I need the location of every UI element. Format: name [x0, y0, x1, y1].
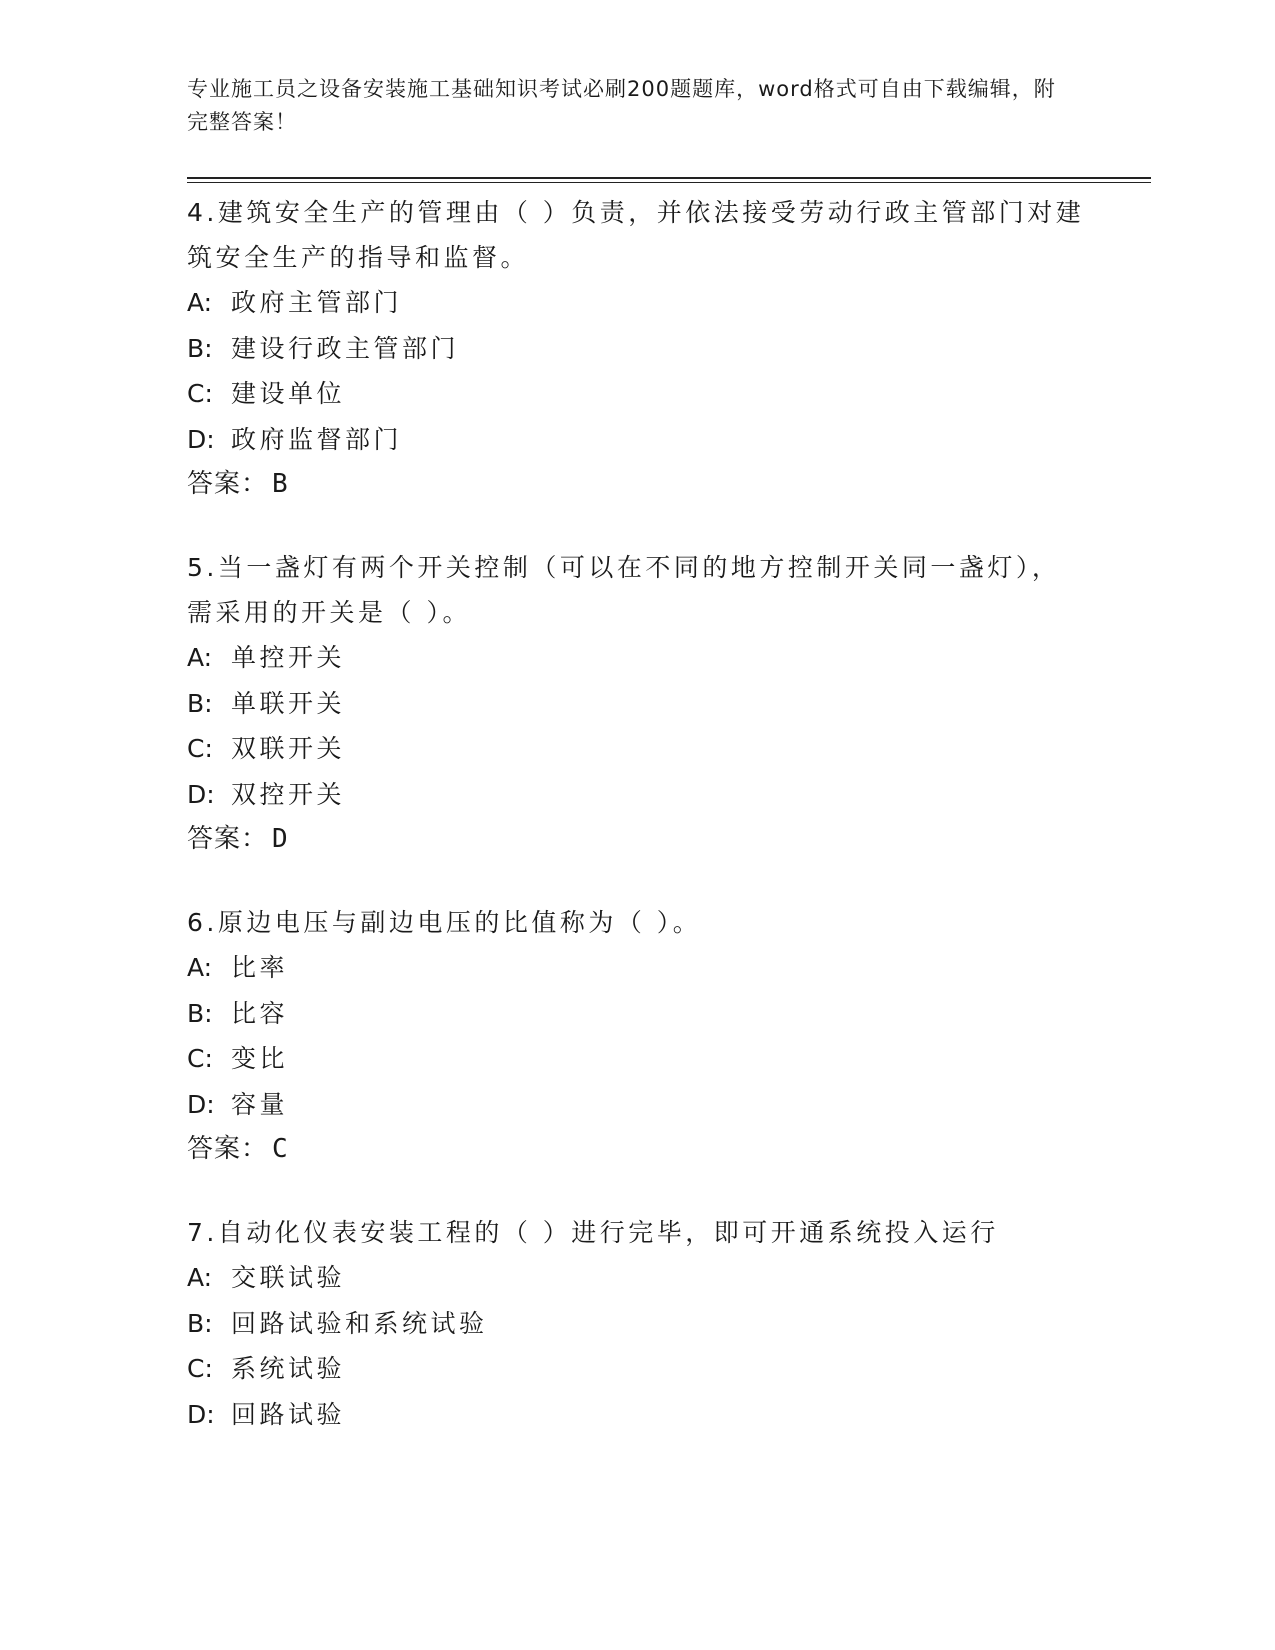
option-letter: A:	[187, 288, 213, 317]
answer-value: D	[272, 824, 289, 854]
option-text: 政府主管部门	[231, 288, 403, 317]
option-letter: A:	[187, 953, 213, 982]
answer-label: 答案：	[187, 1134, 269, 1164]
option-text: 比容	[231, 998, 289, 1028]
option-letter: B:	[187, 1308, 213, 1338]
option-letter: A:	[187, 1263, 213, 1292]
answer-line	[187, 817, 1087, 862]
option-text: 单控开关	[231, 643, 346, 672]
option-letter: C:	[187, 1044, 213, 1073]
option-a	[187, 635, 1087, 681]
option-text: 单联开关	[231, 688, 346, 718]
answer-value: C	[272, 1134, 289, 1164]
option-b	[187, 991, 1087, 1037]
header-divider-thin	[187, 182, 1151, 183]
option-text: 容量	[231, 1089, 289, 1119]
option-b	[187, 326, 1087, 372]
option-letter: D:	[187, 1089, 215, 1119]
option-text: 变比	[231, 1044, 289, 1073]
option-text: 交联试验	[231, 1263, 346, 1292]
option-letter: B:	[187, 688, 213, 718]
option-c	[187, 1346, 1087, 1392]
option-b	[187, 681, 1087, 727]
option-c	[187, 371, 1087, 417]
header-divider-thick	[187, 177, 1151, 179]
question-item	[187, 190, 1087, 507]
option-letter: C:	[187, 379, 213, 408]
option-a	[187, 280, 1087, 326]
option-letter: A:	[187, 643, 213, 672]
option-letter: D:	[187, 779, 215, 809]
option-text: 建设单位	[231, 379, 346, 408]
option-d	[187, 1082, 1087, 1128]
document-header: 专业施工员之设备安装施工基础知识考试必刷200题题库，word格式可自由下载编辑，附完整答案！	[187, 77, 1056, 134]
option-c	[187, 1036, 1087, 1082]
option-text: 双联开关	[231, 734, 346, 763]
answer-line	[187, 1127, 1087, 1172]
question-text: 4.建筑安全生产的管理由（ ）负责，并依法接受劳动行政主管部门对建筑安全生产的指导和监督。	[187, 198, 1085, 272]
option-b	[187, 1301, 1087, 1347]
question-text: 7.自动化仪表安装工程的（ ）进行完毕，即可开通系统投入运行	[187, 1218, 999, 1247]
question-text: 5.当一盏灯有两个开关控制（可以在不同的地方控制开关同一盏灯），需采用的开关是（ ）。	[187, 553, 1061, 627]
option-d	[187, 417, 1087, 463]
answer-label: 答案：	[187, 824, 269, 854]
option-text: 回路试验和系统试验	[231, 1308, 488, 1338]
option-letter: C:	[187, 734, 213, 763]
option-letter: B:	[187, 333, 213, 363]
option-letter: D:	[187, 424, 215, 454]
answer-label: 答案：	[187, 469, 269, 499]
option-a	[187, 1255, 1087, 1301]
option-letter: C:	[187, 1354, 213, 1383]
option-text: 回路试验	[231, 1399, 346, 1429]
option-d	[187, 772, 1087, 818]
answer-line	[187, 462, 1087, 507]
option-text: 建设行政主管部门	[231, 333, 460, 363]
option-text: 双控开关	[231, 779, 346, 809]
option-letter: B:	[187, 998, 213, 1028]
question-text: 6.原边电压与副边电压的比值称为（ ）。	[187, 908, 702, 937]
option-d	[187, 1392, 1087, 1438]
question-list	[187, 190, 1087, 1475]
question-item	[187, 545, 1087, 862]
option-a	[187, 945, 1087, 991]
option-text: 系统试验	[231, 1354, 346, 1383]
option-letter: D:	[187, 1399, 215, 1429]
question-item	[187, 900, 1087, 1172]
question-item	[187, 1210, 1087, 1437]
answer-value: B	[272, 469, 289, 499]
option-text: 比率	[231, 953, 289, 982]
option-c	[187, 726, 1087, 772]
option-text: 政府监督部门	[231, 424, 403, 454]
